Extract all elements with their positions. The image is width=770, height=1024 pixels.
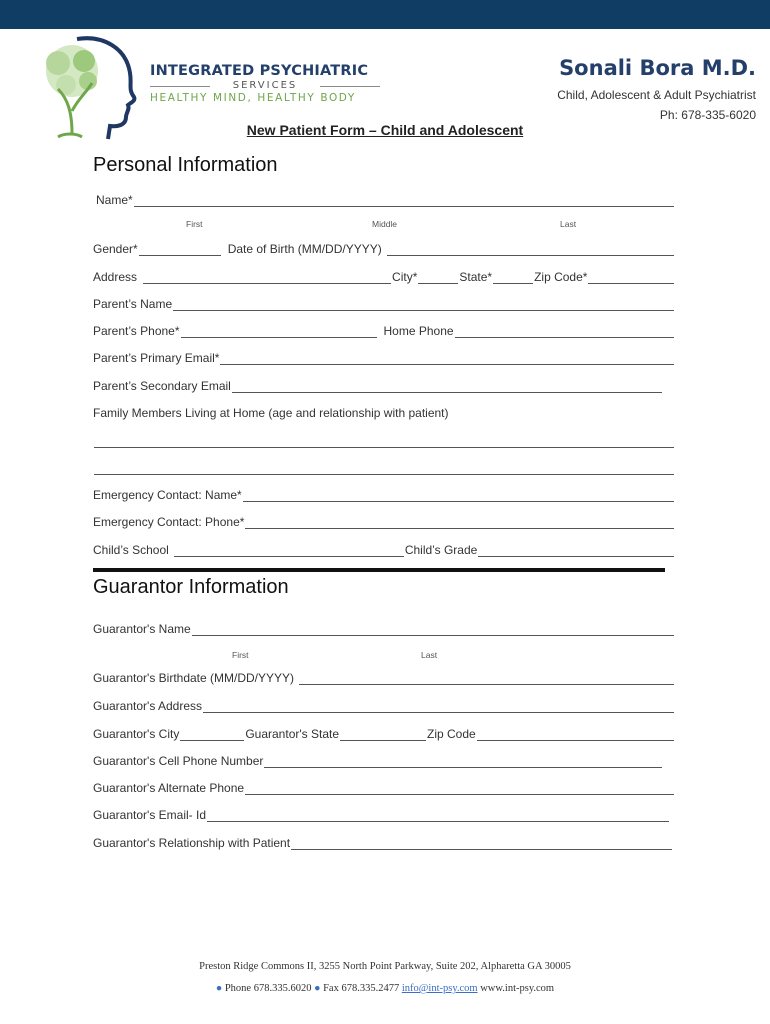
guarantor-birthdate-field[interactable] — [299, 673, 674, 685]
parent-secondary-email-field[interactable] — [232, 381, 662, 393]
gender-dob-row — [93, 242, 675, 256]
guarantor-zip-label: Zip Code — [427, 727, 476, 741]
doctor-phone: Ph: 678-335-6020 — [659, 108, 756, 122]
doctor-specialty: Child, Adolescent & Adult Psychiatrist — [557, 88, 756, 102]
guarantor-address-row — [93, 699, 675, 713]
parent-phone-field[interactable] — [181, 326, 377, 338]
form-title: New Patient Form – Child and Adolescent — [246, 122, 524, 138]
emergency-name-row — [93, 488, 675, 502]
parent-phone-label: Parent’s Phone* — [93, 324, 180, 338]
guarantor-alternate-row — [93, 781, 675, 795]
zip-label: Zip Code* — [534, 270, 588, 284]
city-field[interactable] — [418, 272, 458, 284]
parent-primary-email-field[interactable] — [220, 353, 674, 365]
dob-field[interactable] — [387, 244, 674, 256]
home-phone-field[interactable] — [455, 326, 674, 338]
guarantor-address-label: Guarantor's Address — [93, 699, 203, 713]
address-row — [93, 270, 675, 284]
guarantor-alternate-field[interactable] — [245, 783, 674, 795]
state-label: State* — [459, 270, 493, 284]
city-label: City* — [392, 270, 418, 284]
footer-fax: Fax 678.335.2477 — [323, 983, 400, 994]
parent-name-label: Parent’s Name — [93, 297, 173, 311]
school-row — [93, 543, 675, 557]
guarantor-email-field[interactable] — [207, 810, 669, 822]
top-banner — [0, 0, 770, 29]
footer-address: Preston Ridge Commons II, 3255 North Point Parkway, Suite 202, Alpharetta GA 30005 — [199, 961, 571, 972]
name-field[interactable] — [134, 195, 674, 207]
guarantor-relationship-row — [93, 836, 673, 850]
footer-phone: Phone 678.335.6020 — [224, 983, 312, 994]
guarantor-cell-row — [93, 754, 663, 768]
parent-secondary-email-label: Parent’s Secondary Email — [93, 379, 231, 393]
child-school-field[interactable] — [174, 545, 404, 557]
name-label: Name* — [96, 193, 133, 207]
parent-secondary-email-row — [93, 379, 663, 393]
doctor-name: Sonali Bora M.D. — [559, 56, 756, 80]
guarantor-zip-field[interactable] — [477, 729, 674, 741]
brand-logo-text — [150, 63, 380, 104]
state-field[interactable] — [493, 272, 533, 284]
section-divider — [93, 568, 665, 572]
footer-email-link[interactable]: info@int-psy.com — [401, 983, 478, 994]
doctor-info — [557, 56, 756, 122]
emergency-phone-row — [93, 515, 675, 529]
emergency-name-field[interactable] — [243, 490, 674, 502]
guarantor-alternate-label: Guarantor's Alternate Phone — [93, 781, 245, 795]
zip-field[interactable] — [588, 272, 674, 284]
address-field[interactable] — [143, 272, 391, 284]
guarantor-relationship-field[interactable] — [291, 838, 672, 850]
emergency-name-label: Emergency Contact: Name* — [93, 488, 242, 502]
family-members-row — [93, 406, 675, 420]
home-phone-label: Home Phone — [383, 324, 454, 338]
guarantor-state-field[interactable] — [340, 729, 426, 741]
gender-field[interactable] — [139, 244, 221, 256]
guarantor-cell-field[interactable] — [264, 756, 662, 768]
guarantor-relationship-label: Guarantor's Relationship with Patient — [93, 836, 291, 850]
middle-sublabel: Middle — [372, 219, 398, 229]
parent-primary-email-label: Parent’s Primary Email* — [93, 351, 220, 365]
parent-name-row — [93, 297, 675, 311]
parent-name-field[interactable] — [173, 299, 674, 311]
guarantor-state-label: Guarantor's State — [245, 727, 340, 741]
guarantor-city-row — [93, 727, 675, 741]
child-school-label: Child’s School — [93, 543, 169, 557]
guarantor-cell-label: Guarantor's Cell Phone Number — [93, 754, 264, 768]
brand-title: INTEGRATED PSYCHIATRIC — [150, 63, 369, 79]
first-sublabel: First — [186, 219, 203, 229]
parent-primary-email-row — [93, 351, 675, 365]
emergency-phone-field[interactable] — [245, 517, 674, 529]
address-label: Address — [93, 270, 138, 284]
footer-website[interactable]: www.int-psy.com — [480, 983, 555, 994]
guarantor-information-heading: Guarantor Information — [93, 576, 289, 598]
parent-phone-row — [93, 324, 675, 338]
guarantor-name-field[interactable] — [192, 624, 674, 636]
guarantor-birthdate-row — [93, 671, 675, 685]
guarantor-email-row — [93, 808, 670, 822]
family-members-label: Family Members Living at Home (age and relationship with patient) — [93, 406, 449, 420]
last-sublabel: Last — [560, 219, 577, 229]
family-members-field-1[interactable] — [94, 436, 674, 448]
name-row — [93, 193, 675, 207]
guarantor-name-row — [93, 622, 675, 636]
brand-services: SERVICES — [150, 80, 380, 91]
child-grade-field[interactable] — [478, 545, 674, 557]
footer-contact — [0, 983, 770, 994]
gender-label: Gender* — [93, 242, 138, 256]
guarantor-name-label: Guarantor's Name — [93, 622, 191, 636]
family-members-field-2[interactable] — [94, 463, 674, 475]
guarantor-first-sublabel: First — [232, 650, 249, 660]
family-members-line-1 — [93, 434, 675, 448]
emergency-phone-label: Emergency Contact: Phone* — [93, 515, 245, 529]
guarantor-birthdate-label: Guarantor's Birthdate (MM/DD/YYYY) — [93, 671, 295, 685]
guarantor-last-sublabel: Last — [421, 650, 438, 660]
guarantor-city-field[interactable] — [180, 729, 244, 741]
guarantor-address-field[interactable] — [203, 701, 674, 713]
guarantor-city-label: Guarantor's City — [93, 727, 180, 741]
brand-tagline: HEALTHY MIND, HEALTHY BODY — [150, 92, 356, 104]
dob-label: Date of Birth (MM/DD/YYYY) — [227, 242, 382, 256]
family-members-line-2 — [93, 461, 675, 475]
bullet-icon: ● — [314, 983, 321, 994]
personal-information-heading: Personal Information — [93, 154, 278, 176]
guarantor-email-label: Guarantor's Email- Id — [93, 808, 206, 822]
child-grade-label: Child’s Grade — [404, 543, 478, 557]
bullet-icon: ● — [215, 983, 223, 994]
